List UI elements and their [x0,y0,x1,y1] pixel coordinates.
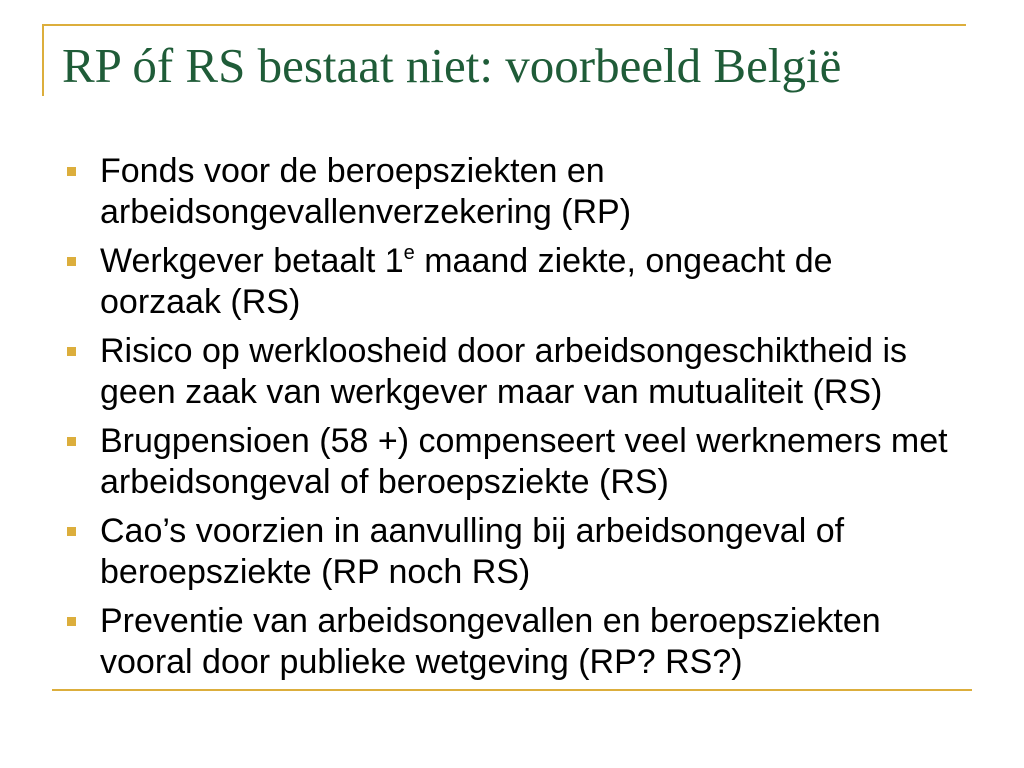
superscript: e [403,242,415,264]
square-bullet-icon [67,617,76,626]
bullet-item [0,601,1024,683]
bullet-item [0,331,1024,413]
bullet-text-line: geen zaak van werkgever maar van mutualiteit (RS) [100,373,883,411]
bullet-text-line [100,241,1024,282]
bullet-text-line: oorzaak (RS) [100,283,301,321]
bullet-list [0,151,1024,691]
square-bullet-icon [67,527,76,536]
left-accent-line [42,24,44,96]
bottom-accent-line [52,689,972,691]
bullet-text-line: Preventie van arbeidsongevallen en beroepsziekten [100,602,881,640]
bullet-item [0,241,1024,323]
bullet-text-line: beroepsziekte (RP noch RS) [100,553,531,591]
bullet-text-line: Risico op werkloosheid door arbeidsongeschiktheid is [100,332,908,370]
bullet-text-line: arbeidsongevallenverzekering (RP) [100,193,632,231]
square-bullet-icon [67,167,76,176]
square-bullet-icon [67,437,76,446]
bullet-text-segment: maand ziekte, ongeacht de [414,242,833,280]
bullet-text-line: Brugpensioen (58 +) compenseert veel werknemers met [100,422,948,460]
bullet-text-segment: Werkgever betaalt 1 [100,242,404,280]
bullet-text-line: Cao’s voorzien in aanvulling bij arbeidsongeval of [100,512,845,550]
bullet-text-line: arbeidsongeval of beroepsziekte (RS) [100,463,669,501]
bullet-text-line: vooral door publieke wetgeving (RP? RS?) [100,643,743,681]
bullet-item [0,151,1024,233]
top-accent-line [42,24,966,26]
square-bullet-icon [67,347,76,356]
square-bullet-icon [67,257,76,266]
bullet-item [0,511,1024,593]
bullet-text-line: Fonds voor de beroepsziekten en [100,152,605,190]
bullet-item [0,421,1024,503]
slide-title: RP óf RS bestaat niet: voorbeeld België [62,38,842,93]
